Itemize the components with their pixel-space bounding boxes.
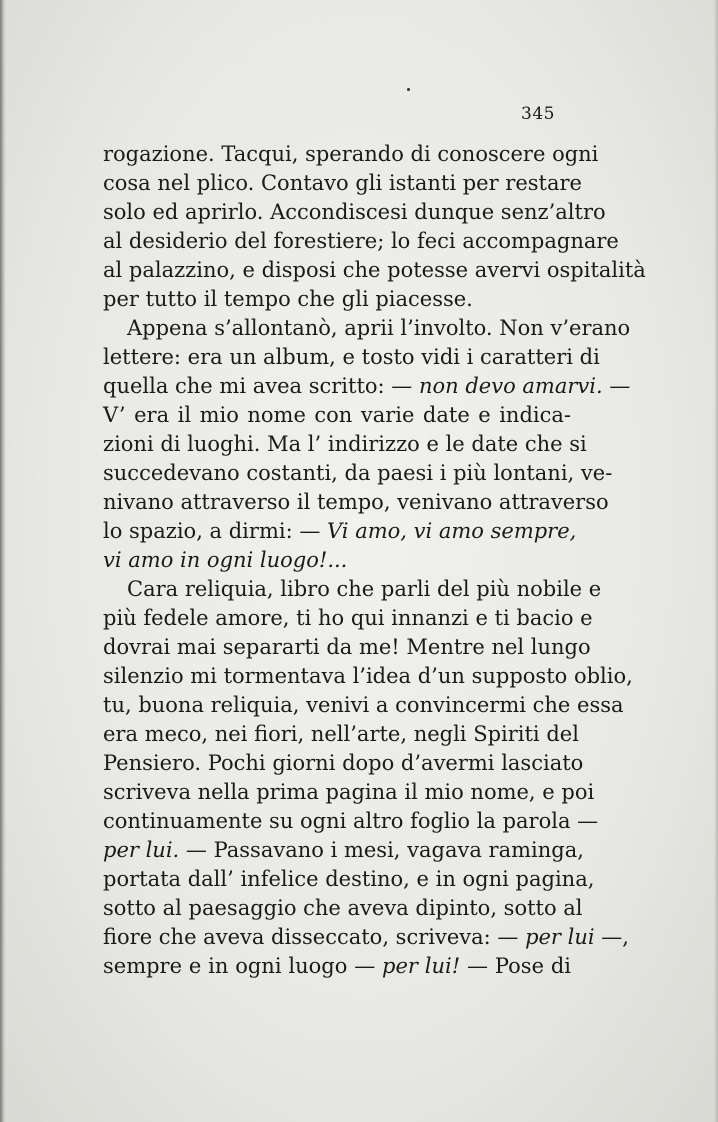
text-line (103, 807, 599, 836)
text-segment: rogazione. Tacqui, sperando di conoscere ogni (103, 142, 599, 166)
text-segment: era meco, nei fiori, nell’arte, negli Spiriti del (103, 722, 579, 746)
text-line (103, 633, 591, 662)
text-segment: tu, buona reliquia, venivi a convincermi che essa (103, 693, 624, 717)
text-segment: continuamente su ogni altro foglio la parola — (103, 809, 599, 833)
text-segment: scriveva nella prima pagina il mio nome, e poi (103, 780, 595, 804)
text-segment: nivano attraverso il tempo, venivano attraverso (103, 490, 609, 514)
body-text (103, 140, 646, 981)
text-line (103, 691, 624, 720)
text-line (103, 546, 571, 575)
text-line (103, 372, 631, 401)
text-line (103, 778, 595, 807)
text-line (103, 517, 577, 546)
text-segment: zioni di luoghi. Ma l’ indirizzo e le date che si (103, 432, 587, 456)
text-segment: cosa nel plico. Contavo gli istanti per restare (103, 171, 582, 195)
text-line (103, 865, 595, 894)
text-line (103, 749, 584, 778)
ink-speck (407, 88, 410, 91)
text-line (103, 488, 609, 517)
text-segment: Appena s’allontanò, aprii l’involto. Non v’erano (127, 316, 631, 340)
text-segment: V’ era il mio nome con varie date e indica- (103, 403, 571, 427)
text-line (103, 459, 613, 488)
text-segment: per tutto il tempo che gli piacesse. (103, 287, 473, 311)
text-segment: succedevano costanti, da paesi i più lontani, ve- (103, 461, 613, 485)
italic-text: per lui! (382, 954, 461, 978)
page-number: 345 (521, 104, 555, 124)
text-line (103, 314, 631, 343)
text-line (103, 256, 646, 285)
text-line (103, 604, 593, 633)
page-right-edge-shadow (714, 0, 718, 1122)
text-line (103, 285, 571, 314)
text-line (103, 952, 571, 981)
text-segment: sempre e in ogni luogo — (103, 954, 383, 978)
text-segment: solo ed aprirlo. Accondiscesi dunque senz’altro (103, 200, 606, 224)
text-line (103, 198, 606, 227)
text-line (103, 343, 600, 372)
italic-text: Vi amo, vi amo sempre, (327, 519, 577, 543)
italic-text: per lui. (103, 838, 180, 862)
text-line (103, 169, 582, 198)
text-line (103, 401, 571, 430)
text-segment: silenzio mi tormentava l’idea d’un supposto oblio, (103, 664, 633, 688)
text-segment: più fedele amore, ti ho qui innanzi e ti bacio e (103, 606, 593, 630)
text-segment: portata dall’ infelice destino, e in ogni pagina, (103, 867, 595, 891)
text-line (103, 227, 619, 256)
text-line (103, 720, 579, 749)
text-segment: Pensiero. Pochi giorni dopo d’avermi lasciato (103, 751, 584, 775)
text-line (103, 140, 599, 169)
page-left-edge-shadow (0, 0, 6, 1122)
italic-text: per lui (525, 925, 595, 949)
text-line (103, 836, 584, 865)
text-segment: sotto al paesaggio che aveva dipinto, sotto al (103, 896, 583, 920)
italic-text: vi amo in ogni luogo!... (103, 548, 348, 572)
text-line (103, 575, 602, 604)
text-segment: — Pose di (460, 954, 572, 978)
text-segment: fiore che aveva disseccato, scriveva: — (103, 925, 526, 949)
text-segment: al palazzino, e disposi che potesse avervi ospitalità (103, 258, 646, 282)
text-segment: dovrai mai separarti da me! Mentre nel lungo (103, 635, 591, 659)
text-segment: quella che mi avea scritto: — (103, 374, 419, 398)
italic-text: non devo amarvi. (418, 374, 603, 398)
text-segment: —, (594, 925, 629, 949)
text-line (103, 662, 633, 691)
text-segment: lettere: era un album, e tosto vidi i caratteri di (103, 345, 600, 369)
text-segment: lo spazio, a dirmi: — (103, 519, 327, 543)
text-line (103, 923, 629, 952)
text-line (103, 894, 583, 923)
text-line (103, 430, 587, 459)
text-segment: al desiderio del forestiere; lo feci accompagnare (103, 229, 619, 253)
text-segment: Cara reliquia, libro che parli del più nobile e (127, 577, 602, 601)
text-segment: — Passavano i mesi, vagava raminga, (179, 838, 584, 862)
text-segment: — (602, 374, 631, 398)
